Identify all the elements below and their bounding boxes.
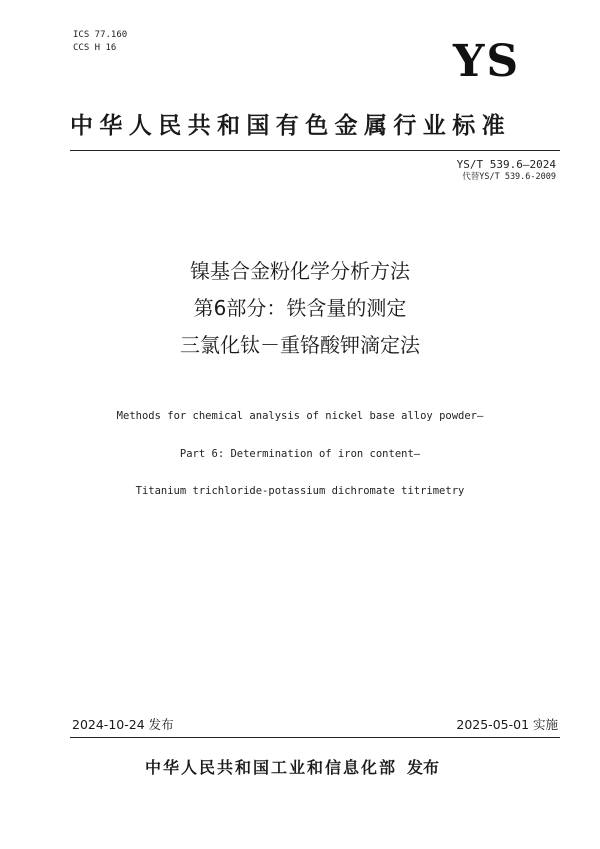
english-title-line-2: Part 6: Determination of iron content— <box>179 448 421 460</box>
ys-logo: YS <box>453 36 521 87</box>
header-divider <box>70 150 560 151</box>
english-title-line-1: Methods for chemical analysis of nickel base alloy powder— <box>116 410 484 422</box>
ics-code: ICS 77.160 <box>73 30 128 40</box>
footer-divider <box>70 737 560 738</box>
replaces-standard: 代替YS/T 539.6-2009 <box>462 172 556 182</box>
chinese-title-line-3: 三氯化钛－重铬酸钾滴定法 <box>180 333 420 357</box>
standard-code-block <box>457 157 556 183</box>
chinese-title-line-1: 镍基合金粉化学分析方法 <box>190 259 410 283</box>
standard-number: YS/T 539.6—2024 <box>456 158 556 171</box>
ccs-code: CCS H 16 <box>73 43 117 53</box>
english-title-line-3: Titanium trichloride-potassium dichromate titrimetry <box>135 485 465 497</box>
issuer-publish-label: 发布 <box>407 758 440 777</box>
implementation-date: 2025-05-01 实施 <box>456 717 558 732</box>
chinese-title-line-2: 第6部分：铁含量的测定 <box>193 296 407 320</box>
issuer <box>145 757 439 779</box>
issue-date: 2024-10-24 发布 <box>72 717 174 732</box>
standard-type-title: 中华人民共和国有色金属行业标准 <box>70 113 511 139</box>
issuer-organization: 中华人民共和国工业和信息化部 <box>145 758 398 777</box>
classification-codes <box>73 29 127 55</box>
